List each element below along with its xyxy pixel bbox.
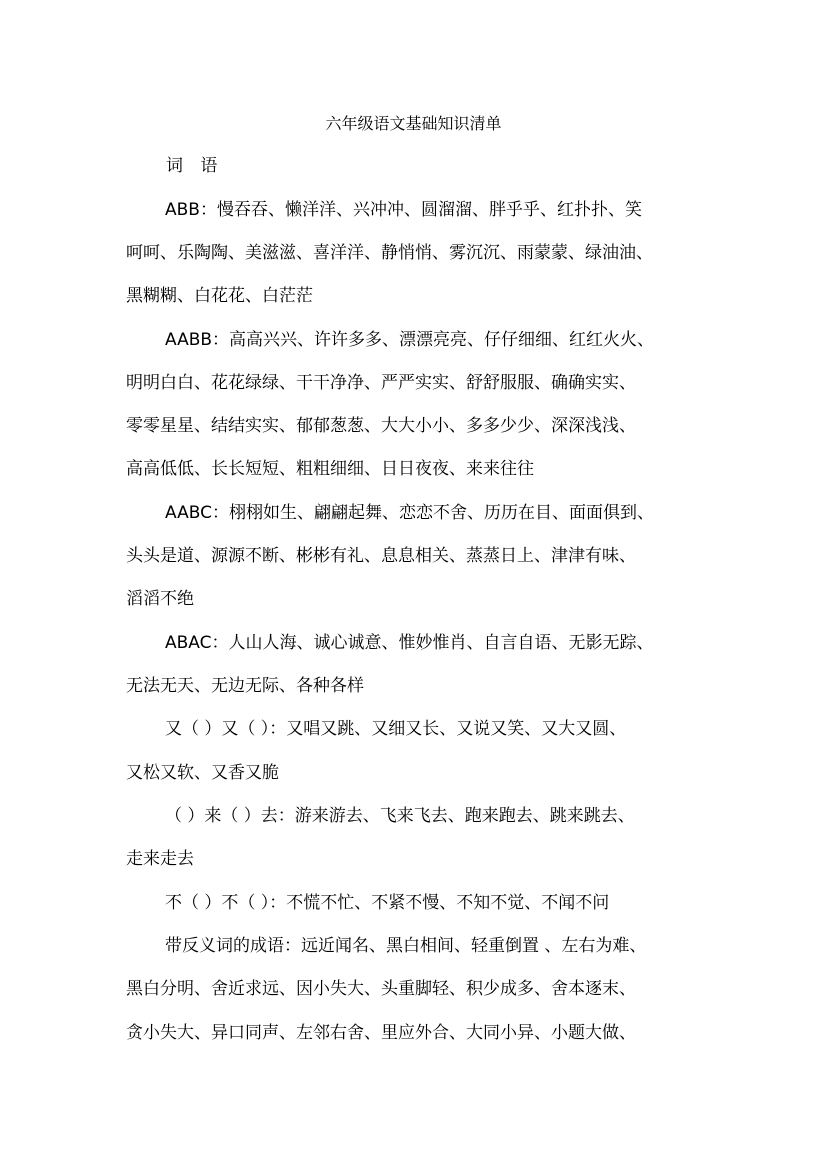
aabb-line-2: 明明白白、花花绿绿、干干净净、严严实实、舒舒服服、确确实实、 <box>126 373 636 393</box>
aabb-line-1: AABB：高高兴兴、许许多多、漂漂亮亮、仔仔细细、红红火火、 <box>165 330 655 350</box>
you-you-line-1: 又（ ）又（ ）：又唱又跳、又细又长、又说又笑、又大又圆、 <box>165 719 627 739</box>
section-heading: 词 语 <box>166 156 224 176</box>
aabc-line-3: 滔滔不绝 <box>126 589 194 609</box>
antonym-idioms-line-2: 黑白分明、舍近求远、因小失大、头重脚轻、积少成多、舍本逐末、 <box>126 979 636 999</box>
aabc-line-1: AABC：栩栩如生、翩翩起舞、恋恋不舍、历历在目、面面俱到、 <box>165 503 654 523</box>
aabb-line-3: 零零星星、结结实实、郁郁葱葱、大大小小、多多少少、深深浅浅、 <box>126 416 636 436</box>
antonym-idioms-line-1: 带反义词的成语：远近闻名、黑白相间、轻重倒置 、左右为难、 <box>165 936 647 956</box>
lai-qu-line-2: 走来走去 <box>126 849 194 869</box>
aabb-line-4: 高高低低、长长短短、粗粗细细、日日夜夜、来来往往 <box>126 459 534 479</box>
abac-line-2: 无法无天、无边无际、各种各样 <box>126 676 364 696</box>
abb-line-1: ABB：慢吞吞、懒洋洋、兴冲冲、圆溜溜、胖乎乎、红扑扑、笑 <box>165 200 642 220</box>
lai-qu-line-1: （ ）来（ ）去：游来游去、飞来飞去、跑来跑去、跳来跳去、 <box>165 806 635 826</box>
bu-bu-line: 不（ ）不（ ）：不慌不忙、不紧不慢、不知不觉、不闻不问 <box>165 893 610 913</box>
aabc-line-2: 头头是道、源源不断、彬彬有礼、息息相关、蒸蒸日上、津津有味、 <box>126 546 636 566</box>
abb-line-2: 呵呵、乐陶陶、美滋滋、喜洋洋、静悄悄、雾沉沉、雨蒙蒙、绿油油、 <box>126 243 653 263</box>
you-you-line-2: 又松又软、又香又脆 <box>126 763 279 783</box>
abac-line-1: ABAC：人山人海、诚心诚意、惟妙惟肖、自言自语、无影无踪、 <box>165 633 654 653</box>
abb-line-3: 黑糊糊、白花花、白茫茫 <box>126 286 313 306</box>
page-title: 六年级语文基础知识清单 <box>325 114 502 133</box>
antonym-idioms-line-3: 贪小失大、异口同声、左邻右舍、里应外合、大同小异、小题大做、 <box>126 1023 636 1043</box>
